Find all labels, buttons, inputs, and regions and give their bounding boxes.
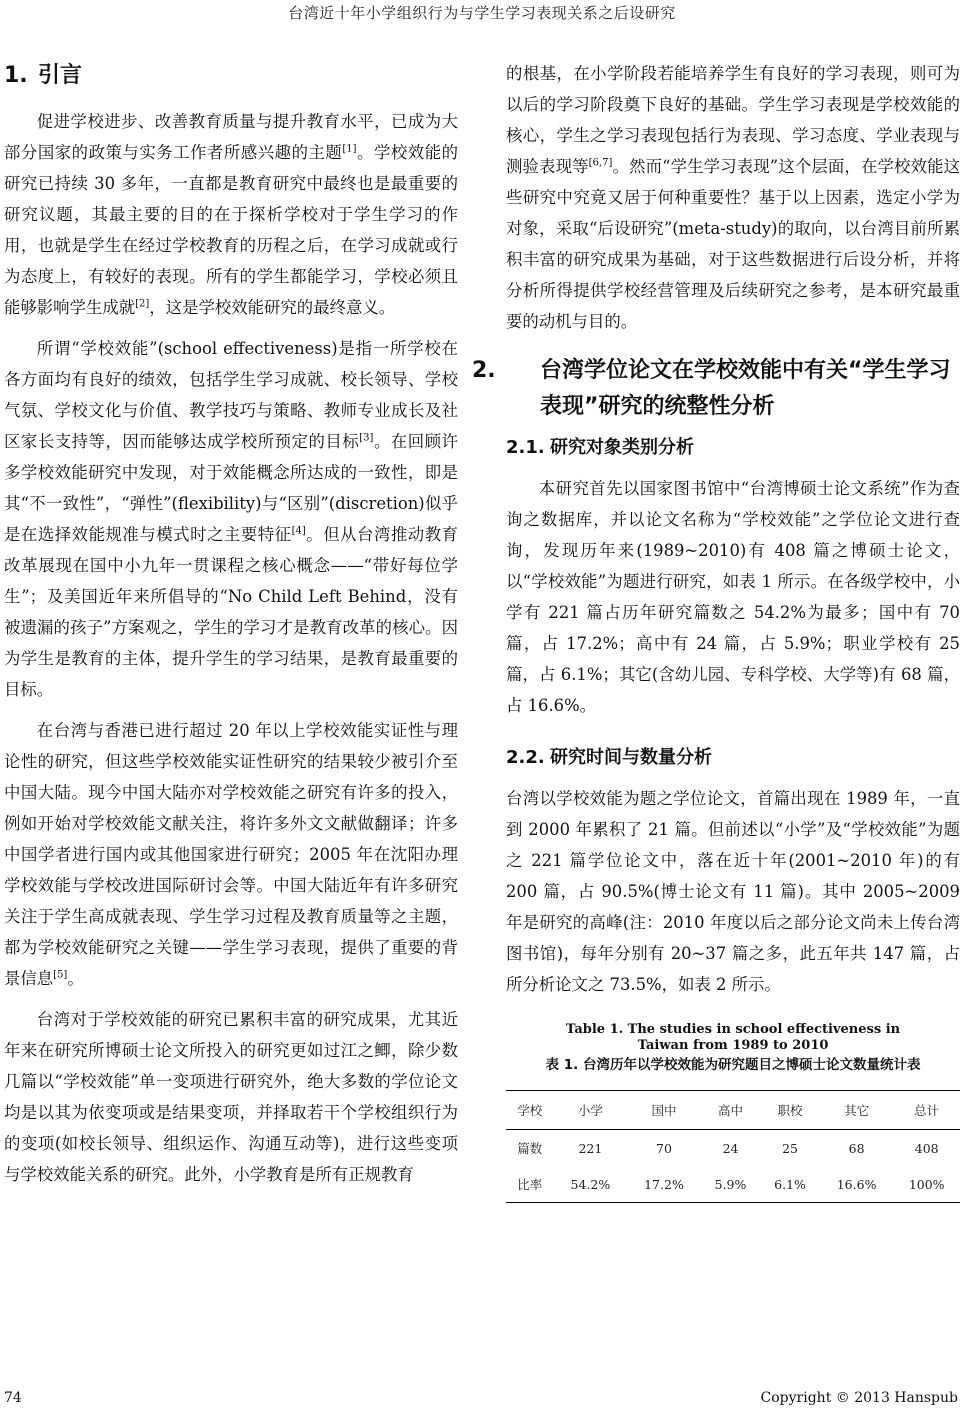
table-cell: 221 — [578, 1140, 603, 1156]
data-table — [506, 1090, 960, 1203]
table-cell: 100% — [893, 1166, 960, 1203]
subsection-title: 研究时间与数量分析 — [550, 747, 712, 768]
paragraph-intro-3: 在台湾与香港已进行超过 20 年以上学校效能实证性与理论性的研究，但这些学校效能实证性研究的结果较少被引介至中国大陆。现今中国大陆亦对学校效能之研究有许多的投入，例如开始对学校效能文献关注，将许多外文文献做翻译；许多中国学者进行国内或其他国家进行研究；2005 年在沈阳办理学校效能与学校改进国际研讨会等。中国大陆近年有许多研究关注于学生高成就表现、学生学习过程及教育质量等之主题，都为学校效能研究之关键——学生学习表现，提供了重要的背景信息[5]。 — [4, 721, 458, 988]
table-header-row — [506, 1091, 960, 1130]
left-column — [4, 58, 458, 1190]
table-header-cell: 学校 — [506, 1091, 554, 1130]
table-header-cell: 职校 — [760, 1091, 820, 1130]
subsection-number: 2.1. — [506, 437, 545, 458]
table-cell: 6.1% — [760, 1166, 820, 1203]
citation: [1] — [342, 143, 357, 155]
paragraph-2-2: 台湾以学校效能为题之学位论文，首篇出现在 1989 年，一直到 2000 年累积了 21 篇。但前述以“小学”及“学校效能”为题之 221 篇学位论文中，落在近十年(2001~2010 年)的有 200 篇，占 90.5%(博士论文有 11 篇)。其中 2005~2009 年是研究的高峰(注：2010 年度以后之部分论文尚未上传台湾图书馆)，每年分别有 20~37 篇之多，此五年共 147 篇，占所分析论文之 73.5%，如表 2 所示。 — [506, 789, 960, 994]
section-number: 1. — [4, 63, 28, 88]
subsection-number: 2.2. — [506, 747, 545, 768]
table-caption-en-2: Taiwan from 1989 to 2010 — [637, 1038, 829, 1053]
table-cell: 16.6% — [820, 1166, 894, 1203]
table-cell: 篇数 — [517, 1141, 543, 1156]
table-caption-en-1: Table 1. The studies in school effectiveness in — [565, 1022, 901, 1037]
section-heading-2 — [472, 353, 960, 425]
table-header-cell: 高中 — [701, 1091, 761, 1130]
table-header-cell: 总计 — [893, 1091, 960, 1130]
section-title: 台湾学位论文在学校效能中有关“学生学习表现”研究的统整性分析 — [540, 358, 951, 419]
subsection-title: 研究对象类别分析 — [550, 437, 694, 458]
section-heading-1 — [4, 58, 458, 94]
table-cell: 68 — [848, 1140, 865, 1156]
table-cell: 比率 — [506, 1166, 554, 1203]
citation: [2] — [135, 298, 150, 310]
table-cell: 24 — [722, 1140, 739, 1156]
subsection-heading-2-1 — [506, 433, 960, 463]
copyright-notice: Copyright © 2013 Hanspub — [760, 1390, 958, 1406]
paragraph-2-1: 本研究首先以国家图书馆中“台湾博硕士论文系统”作为查询之数据库，并以论文名称为“学校效能”之学位论文进行查询，发现历年来(1989~2010)有 408 篇之博硕士论文，以“学校效能”为题进行研究，如表 1 所示。在各级学校中，小学有 221 篇占历年研究篇数之 54.2%为最多；国中有 70 篇，占 17.2%；高中有 24 篇，占 5.9%；职业学校有 25 篇，占 6.1%；其它(含幼儿园、专科学校、大学等)有 68 篇，占 16.6%。 — [506, 479, 960, 715]
table-header-cell: 国中 — [627, 1091, 701, 1130]
table-header-cell: 其它 — [820, 1091, 894, 1130]
subsection-heading-2-2 — [506, 743, 960, 773]
paragraph-intro-2: 所谓“学校效能”(school effectiveness)是指一所学校在各方面均有良好的绩效，包括学生学习成就、校长领导、学校气氛、学校文化与价值、教学技巧与策略、教师专业成长及社区家长支持等，因而能够达成学校所预定的目标[3]。在回顾许多学校效能研究中发现，对于效能概念所达成的一致性，即是其“不一致性”，“弹性”(flexibility)与“区别”(discretion)似乎是在选择效能规准与模式时之主要特征[4]。但从台湾推动教育改革展现在国中小九年一贯课程之核心概念——“带好每位学生”；及美国近年来所倡导的“No Child Left Behind，没有被遗漏的孩子”方案观之，学生的学习才是教育改革的核心。因为学生是教育的主体，提升学生的学习结果，是教育最重要的目标。 — [4, 339, 459, 699]
citation: [6,7] — [588, 157, 613, 169]
running-head: 台湾近十年小学组织行为与学生学习表现关系之后设研究 — [288, 4, 676, 22]
table-cell: 70 — [656, 1140, 672, 1156]
paragraph-intro-4: 台湾对于学校效能的研究已累积丰富的研究成果，尤其近年来在研究所博硕士论文所投入的研究更如过江之鲫，除少数几篇以“学校效能”单一变项进行研究外，绝大多数的学位论文均是以其为依变项或是结果变项，并择取若干个学校组织行为的变项(如校长领导、组织运作、沟通互动等)，进行这些变项与学校效能关系的研究。此外，小学教育是所有正规教育 — [4, 1010, 458, 1184]
table-cell: 17.2% — [627, 1166, 701, 1203]
table-caption-zh: 表 1. 台湾历年以学校效能为研究题目之博硕士论文数量统计表 — [545, 1057, 921, 1073]
table-cell: 408 — [914, 1140, 939, 1156]
paragraph-intro-5: 的根基，在小学阶段若能培养学生有良好的学习表现，则可为以后的学习阶段奠下良好的基础。学生学习表现是学校效能的核心，学生之学习表现包括行为表现、学习态度、学业表现与测验表现等[6,7]。然而“学生学习表现”这个层面，在学校效能这些研究中究竟又居于何种重要性？基于以上因素，选定小学为对象，采取“后设研究”(meta-study)的取向，以台湾目前所累积丰富的研究成果为基础，对于这些数据进行后设分析，并将分析所得提供学校经营管理及后续研究之参考，是本研究最重要的动机与目的。 — [506, 64, 961, 331]
right-column — [472, 58, 961, 1203]
table-cell: 54.2% — [554, 1166, 628, 1203]
citation: [4] — [291, 525, 306, 537]
table-row — [506, 1166, 960, 1203]
paragraph-intro-1: 促进学校进步、改善教育质量与提升教育水平，已成为大部分国家的政策与实务工作者所感兴趣的主题[1]。学校效能的研究已持续 30 多年，一直都是教育研究中最终也是最重要的研究议题，其最主要的目的在于探析学校对于学生学习的作用，也就是学生在经过学校教育的历程之后，在学习成就或行为态度上，有较好的表现。所有的学生都能学习，学校必须且能够影响学生成就[2]，这是学校效能研究的最终意义。 — [4, 112, 458, 317]
table-cell: 25 — [782, 1140, 798, 1156]
citation: [3] — [359, 432, 374, 444]
table-caption — [506, 1022, 960, 1076]
table-cell: 5.9% — [701, 1166, 761, 1203]
section-title: 引言 — [38, 63, 83, 88]
citation: [5] — [53, 969, 68, 981]
table-row — [506, 1130, 960, 1167]
table-header-cell: 小学 — [554, 1091, 628, 1130]
page-number: 74 — [4, 1390, 22, 1406]
section-number: 2. — [472, 358, 496, 383]
